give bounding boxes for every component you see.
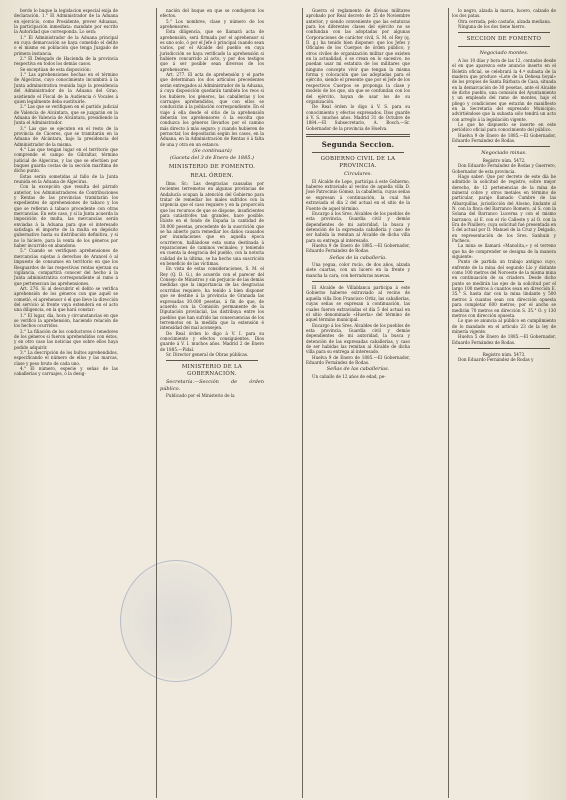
paragraph: En vista de estas consideraciones, S. M. el Rey (Q. D. G.), de acuerdo con el parecer del Consejo de Ministros y sin perjuicio de las demás medidas que la importancia de las desgracias ocurridas requiere, ha tenido á bien disponer que se destine á la provincia de Granada las expresadas 30.000 pesetas, á fin de que, de acuerdo con la Comisión permanente de la Diputación provincial, las distribuya entre los pueblos que han sufrido las consecuencias de los terremotos en la medida que la extensión é intensidad del mal aconsejen. xyxy=(160,266,264,331)
paragraph: Art. 276. Si al descubrir el delito se verifica aprehensión de los géneros con que aquél se cometió, el aprehensor ó el que lleve la dirección del servicio al frente vaya extenderá en el acto una diligencia, en la que hará constar: xyxy=(14,285,118,313)
paragraph: 5.° Los nombres, clase y número de los aprehensores. xyxy=(160,18,264,30)
paragraph: El Alcalde de Lepe, participa á este Gobierno, haberse extraviado al vecino de aquella villa D. José Patrocinio Gómez, la caballería, cuyas señas se expresan á continuación, la cual fué extraviada el día 2 del actual en el sitio de la Fuente de aquel término. xyxy=(306,178,410,211)
paragraph: 1.° El lugar, día, hora y circunstancias en que se verificó la aprehensión, haciendo relación de los hechos ocurridos. xyxy=(14,312,118,329)
paragraph: Hago saber: Que por decreto de este día he admitido la solicitud de registro, sobre mejor derecho, de 12 pertenencias de la mina de mineral cobre y otros metales en término de particular, paraje llamado Cumbre de las Albarquillas, jurisdicción del Alosno, lindante al N. con la finca del Barranco Romero, al S. con la Solana del Barranco Lucerna y con el mismo barranco, al E. con el río Calleste y al O. con la Era de Pinillero; cuya solicitud fué presentada en 5 del actual por D. Manuel de la Cruz y Delgado, en representación de los Sres. Sanhuin y Pacheco. xyxy=(452,173,556,244)
paragraph: Ilmo. Sr.: Las desgracias causadas por recientes terremotos en algunas provincias de Andalucía ocupan la atención del Gobierno para tratar de remediar los males sufridos con la urgencia que el caso requiere y en la proporción que los recursos de que se dispone, insuficientes para catástrofes tan grandes, hace posible. Existe en el fondo de España la cantidad de 30.000 pesetas, procedente de la suscrición que se ha abierto para remediar los daños causados por inundaciones que en aquella época ocurrieron, hallándose esta suma destinada á reparaciones de caminos vecinales; y teniendo en cuenta la desgracia del pueblo, con la notoria calidad de la última, se ha hecho una suscrición en beneficio de las víctimas. xyxy=(160,180,264,267)
paragraph: Lo que he dispuesto se inserte en este periódico oficial para conocimiento del público. xyxy=(452,122,556,133)
paragraph: Se exceptúan de esta disposición: xyxy=(20,66,91,72)
paragraph: Sr. Director general de Obras públicas. xyxy=(166,351,249,357)
paragraph: 4.° El número, especie y señas de las caballerías y carruajes, ó la desig- xyxy=(14,366,118,377)
paragraph: 2.° El Delegado de Hacienda de la provincia respectiva en todos los demás casos. xyxy=(14,56,118,67)
column-2 xyxy=(156,8,264,798)
paragraph: Don Eduardo Fernández de Rodas y Guerrero, Gobernador de esta provincia. xyxy=(452,163,556,174)
paragraph: Con la excepción que resulta del párrafo anterior, los Administradores de Contribuciones y Rentas de las provincias tramitarán los expedientes de aprehensiones de tabaco y los que se refieran á tabaco procedente con otras mercancías. En este caso, y si la Junta acuerda la imposición de multa, las mercancías serán enviadas á la Aduana para que el interesado satisfaga el importe de la multa en depósito gubernativo hasta su distribución definitiva, y si no lo hiciere, para la venta de los géneros por haber incurrido en abandono. xyxy=(14,184,118,249)
registro-heading: Registro núm. 5472. xyxy=(482,157,526,163)
paragraph: Punto de partida un trabajo antiguo cuyo, enfrente de la mina del segundo Lío y distante como 100 metros del Noroeste de la misma mina en continuación de su criadero. Desde dicho punto se medirán las ejes de la solicitud por el largo 100 metros á cuantos sean en dirección E. 35.° S. hasta dar con la mina lindante y 500 metros á cuantos sean con dirección opuesta para completar 600 metros; por el ancho se medirán 70 metros en dirección S. 35.° O. y 130 metros con dirección opuesta. xyxy=(452,259,556,318)
paragraph: 2.° Las que se verifiquen en el partido judicial de Valencia de Alcántara, que se juzgarán en la Aduana de Valencia de Alcántara, presidiendo la Junta el Administrador. xyxy=(14,104,118,126)
divider xyxy=(458,146,550,147)
column-4 xyxy=(448,8,556,798)
paragraph: El Alcalde de Villablanca participa á este Gobierno haberse extraviado al vecino de aquella villa Don Francisco Ortiz, las caballerías, cuyas señas se expresan á continuación, las cuales fueron extraviadas el día 5 del actual en el sitio denominado «Huerta» del término de aquel término municipal. xyxy=(306,285,410,323)
paragraph: 1.° Las aprehensiones hechas en el término de Algeciras, cuyo conocimiento incumbirá á la Junta administrativa reunida bajo la presidencia del Administrador de la Aduana del Grao, asistiendo el Fiscal de la Audiencia ó Vocales á quien legalmente deba sustituirle. xyxy=(14,72,118,104)
paragraph: nación del buque en que se condujeron los efectos. xyxy=(160,8,264,19)
divider xyxy=(458,348,550,349)
negociado-montes-heading: Negociado montes. xyxy=(479,50,529,57)
divider xyxy=(312,152,404,153)
divider xyxy=(458,46,550,47)
paragraph: Encargo á los Sres. Alcaldes de los pueblos de esta provincia, Guardia civil y demás dependientes de mi autoridad, la busca y detención de la expresada caballería y caso de ser habida la remitan al Alcalde de dicha villa para su entrega al interesado. xyxy=(306,210,410,243)
paragraph: Guerra el reglamento de divisas militares aprobado por Real decreto de 25 de Noviembre anterior, y siendo conveniente que las estaturas para los diferentes clases del ejército no se confundan con las adoptadas por algunas Corporaciones de carácter civil, S. M. el Rey (q. D. g.) ha tenido bien disponer: que los Jefes y Oficiales de los Cuerpos de órden público, y otros civiles de organización militar que existen en la actualidad, ó se crean en lo sucesivo, no puedan usar mi estatura de los militares que ninguno concepto vivir que tengan la misma forma y colocación que las adoptadas para el ejército, siendo el presente que por el Jefe de los respectivos Cuerpos se proponga la clase y modelo de los que, sin que se confundan con los del ejército, hayan de usar los de su organización. xyxy=(306,8,410,104)
section-divider xyxy=(306,134,410,137)
paragraph: 3.° La descripción de los bultos aprehendidos, especificando el número de ellos y las marcas, clase y peso bruto de cada uno. xyxy=(14,350,118,366)
paragraph: 3.° Las que se ejecuten en el resto de la provincia de Cáceres, que se tramitarán en la Aduana de Alcántara, bajo la presidencia del Administrador de la misma. xyxy=(14,125,118,147)
paragraph: 2.° La filiación de los conductores ó tenedores de los géneros si fueron aprehendidos con éstos, y en otro caso las noticias que sobre ellos haya podido adquirir. xyxy=(14,328,118,350)
column-1 xyxy=(14,8,118,798)
paragraph: Lo que se anuncia al público en cumplimiento de lo mandado en el artículo 23 de la ley de minería vigente. xyxy=(452,318,556,334)
final-line: Don Eduardo Fernández de Rodas y xyxy=(458,357,534,363)
paragraph: Encargo á los Sres. Alcaldes de los pueblos de esta provincia, Guardia civil y demás dependientes de mi autoridad, la busca y detención de las expresadas caballerías, y caso de ser habidas las remitan al Alcalde de dicha villa para su entrega al interesado. xyxy=(306,322,410,355)
divider xyxy=(458,32,550,33)
paragraph: A los 10 días y hora de las 12, contados desde el en que aparezca este anuncio inserto en el Boletín oficial, se celebrará la 4.ª subasta de la madera que produce «Lote de la Dehesa boyal» de los propios de Santa Bárbara de Casa, situada en la demarcación de 30 pesetas, ante el Alcalde de dicho pueblo, una comisión del Ayuntamiento y un empleado del ramo de montes, bajo el pliego y condiciones que estarán de manifiesto en la Secretaría del expresado Municipio; advirtiéndose que la subasta sólo tendrá un acto con arreglo á la legislación vigente. xyxy=(452,57,556,122)
paragraph: Estas serán sometidas al fallo de la Junta reunida en la Aduana de Algeciras. xyxy=(14,173,118,184)
ministry-fomento-heading: MINISTERIO DE FOMENTO. xyxy=(168,163,256,170)
circulares-heading: Circulares. xyxy=(344,171,372,178)
paragraph: 4.° Las que tengan lugar en el territorio que comprende el campo de Gibraltar, término judicial de Algeciras, y las que se efectúen por buques guarda costas de la sección marítima de dicho punto. xyxy=(14,146,118,174)
paragraph: Otra cerrada; pelo castaño, alzada mediana. xyxy=(458,18,552,24)
paragraph: De Real órden lo digo á V. I. para su conocimiento y efectos consiguientes. Dios guarde á V. I. muchos años. Madrid 2 de Enero de 1885.—Pidal. xyxy=(160,330,264,352)
registro-heading-2: Registro núm. 5473. xyxy=(482,351,526,357)
paragraph: La mina se llamará «Manolita,» y el terreno que ha de comprender se designa de la manera siguiente: xyxy=(452,243,556,260)
senas2-heading: Señas de las caballerías. xyxy=(326,366,390,373)
gazette-ref: (Gaceta del 3 de Enero de 1885.) xyxy=(170,155,254,162)
real-orden-heading: REAL ÓRDEN. xyxy=(190,172,234,179)
seccion-fomento-heading: SECCION DE FOMENTO xyxy=(466,36,542,43)
senas-text: Una yegua, color rucio, de dos años, alzada siete cuartas, con un lucero en la frente y mancha la cara, con herraduras nuevas. xyxy=(306,262,410,278)
gobernacion-text: Publicado por el Ministerio de la xyxy=(166,393,235,399)
paragraph: Esta diligencia, que se llamará acta de aprehensión, será firmada por el aprehensor si es uno solo, ó por el Jefe ó principal cuando sean varios, por el Alcalde del pueblo en cuya jurisdicción se haya verificado la aprehensión si hubiere concurrido al acto, y por dos testigos que á ser posible sean diversos de los aprehensores. xyxy=(160,29,264,72)
senas-heading: Señas de la caballería. xyxy=(329,254,387,261)
divider xyxy=(312,281,404,282)
continued-note: (Se continuará) xyxy=(192,147,232,154)
paragraph: Art. 277. El acta de aprehensión y el parte que determinan los dos artículos precedentes serán entregados al Administrador de la Aduana, á cuya disposición quedarán también los reos si los hubiere, los géneros, las caballerías y los carruajes aprehendidos, que con ellos se conducirán á la población correspondiente. En el viaje á ella desde el sitio de la aprehensión deberán los aprehensores ó la escolta que conduzca los géneros llevarlos por el camino más directo á más seguro; y cuando hubieren de pernoctar, los depositarán según los casos, en la Aduana, en la Administración de Rentas ó á falta de una y otra en un estanco. xyxy=(160,72,264,147)
column-3 xyxy=(302,8,410,798)
gobierno-civil-heading: GOBIERNO CIVIL DE LA PROVINCIA. xyxy=(320,156,396,170)
segunda-seccion-heading: Segunda Seccion. xyxy=(321,140,395,150)
paragraph: 1.° El Administrador de la Aduana principal en cuya demarcación se haya cometido el delito o el mismo en población que tenga Juzgado de primera instancia. xyxy=(14,34,118,56)
divider xyxy=(166,360,258,361)
senas2-text: Un caballo de 12 años de edad, pe- xyxy=(312,373,386,379)
paragraph: Huelva 5 de Enero de 1885.—El Gobernador, Eduardo Fernández de Rodas. xyxy=(452,334,556,345)
paragraph: Huelva 9 de Enero de 1885.—El Gobernador, Eduardo Fernández de Rodas. xyxy=(452,132,556,144)
negociado-minas-heading: Negociado minas. xyxy=(481,150,527,157)
ministry-gobernacion-heading: MINISTERIO DE LA GOBERNACIÓN. xyxy=(181,364,243,378)
paragraph: Huelva 9 de Enero de 1885.—El Gobernador, Eduardo Fernández de Rodas. xyxy=(306,354,410,365)
paragraph: Huelva 9 de Enero de 1885.—El Gobernador, Eduardo Fernández de Rodas. xyxy=(306,242,410,254)
paragraph: 5.° Cuando se verifiquen aprehensiones de mercancías sujetas á derechos de Arancel ó al impuesto de consumos en territorio en que los Resguardos de las respectivas rentas ejerzan su vigilancia, compartirá conocer del hecho á la Junta administrativa correspondiente al ramo á que pertenezcan las aprehensiones. xyxy=(14,248,118,286)
paragraph: Ninguna de los dos tiene hierro. xyxy=(458,24,526,30)
paragraph: De Real órden lo digo á V. S. para su conocimiento y efectos expresados. Dios guarde á V. S. muchos años. Madrid 31 de Octubre de 1884.—El Subsecretario, A. Bosch.—Sr. Gobernador de la provincia de Huelva. xyxy=(306,104,410,131)
paragraph: bordo lo buque la legislacion especial exija de declaración. 1.° El Administrador de la Aduana en ejercicio, como Presidente, prever Aduanas, la participación inmediata: mandate por escrito la Autoridad que corresponda. Lo será: xyxy=(14,8,118,35)
gobernacion-subheading: Secretaría.—Sección de órden público. xyxy=(160,379,264,392)
paragraph: lo negro, alzada la marca, lucero, calzado de los dos patas. xyxy=(452,8,556,19)
